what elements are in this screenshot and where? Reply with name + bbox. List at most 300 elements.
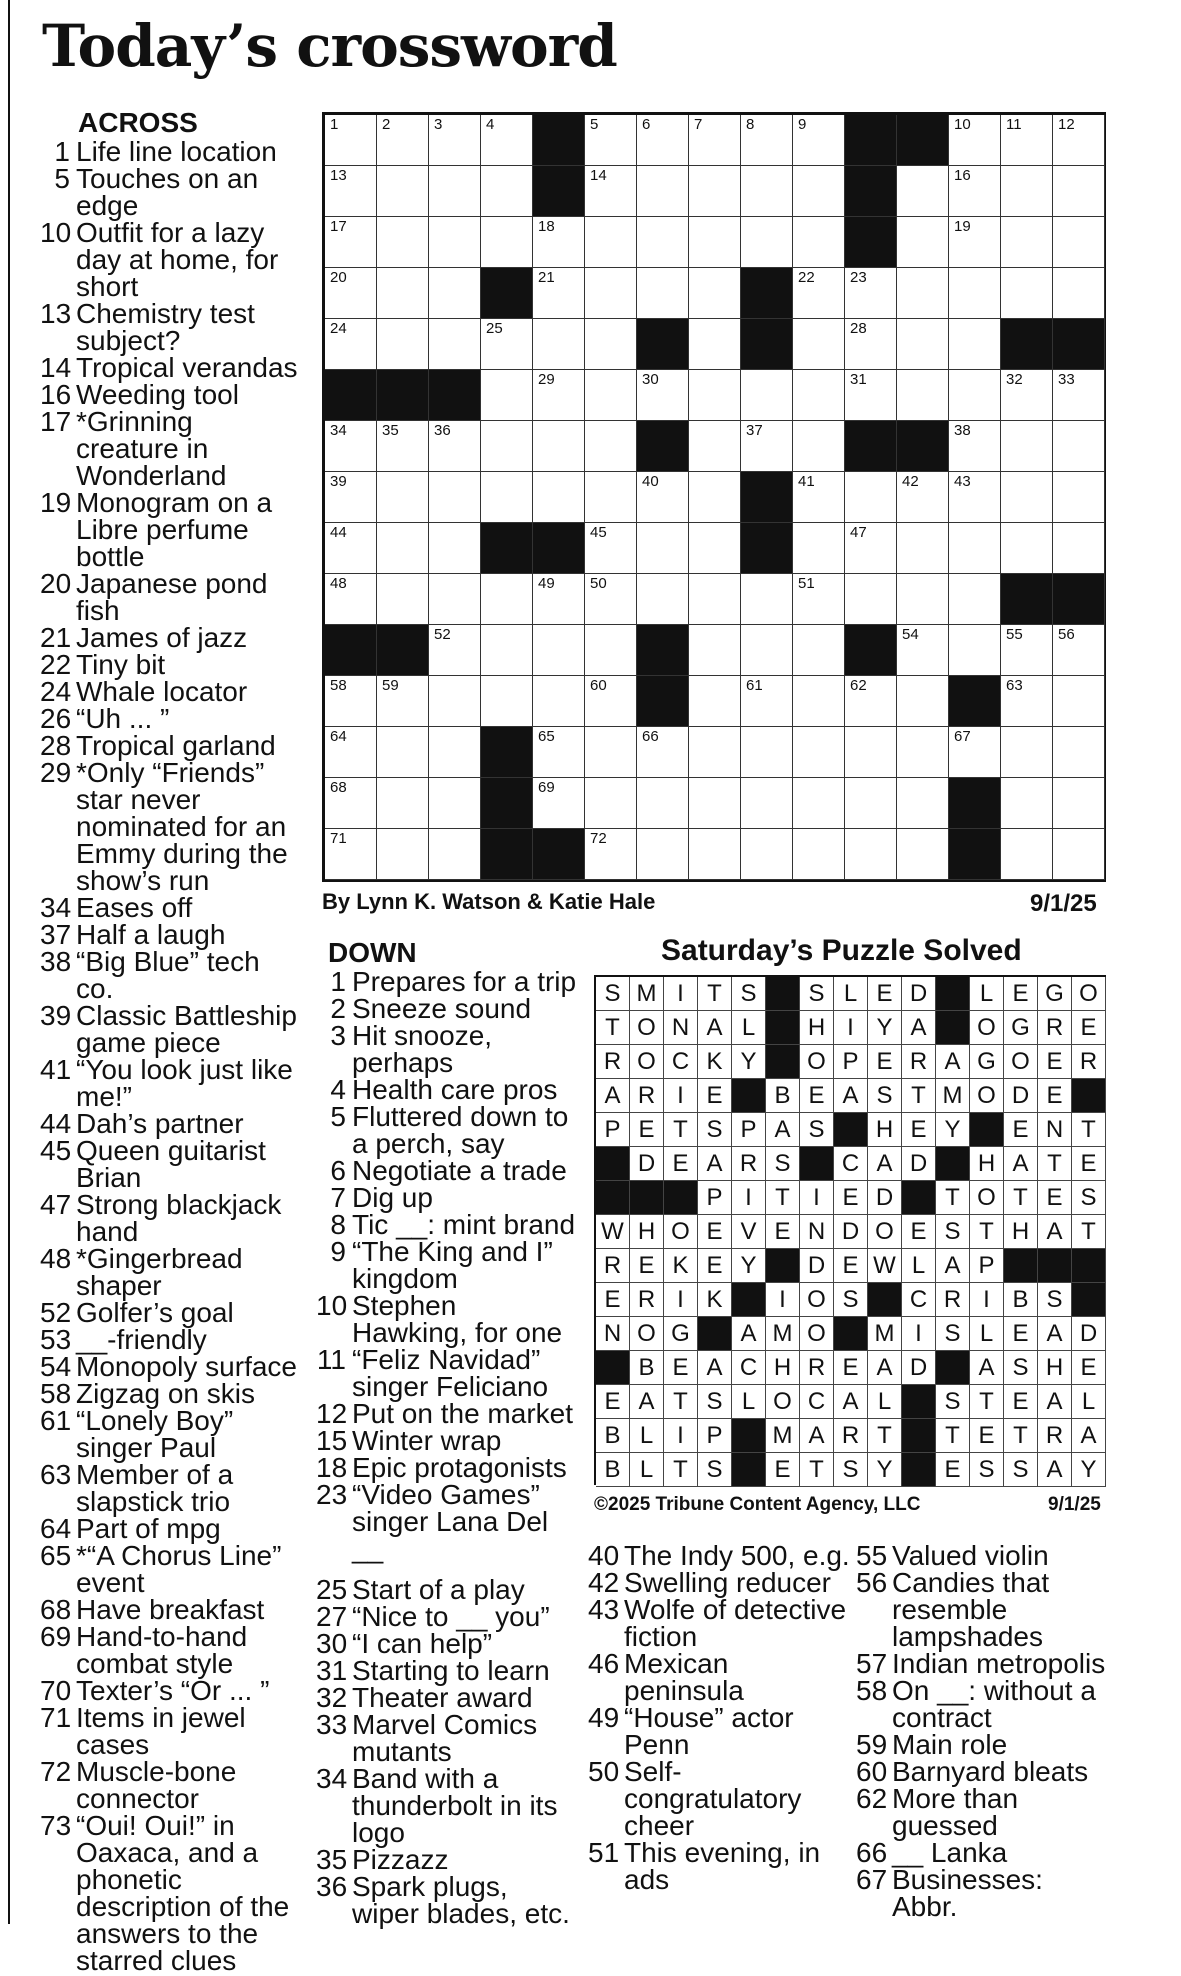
grid-cell[interactable] xyxy=(949,166,1001,217)
grid-cell[interactable] xyxy=(845,472,897,523)
solved-cell: S xyxy=(698,1453,732,1487)
clue-text: Start of a play xyxy=(352,1574,525,1605)
grid-cell[interactable] xyxy=(1001,778,1053,829)
grid-cell[interactable] xyxy=(793,523,845,574)
solved-cell: M xyxy=(766,1419,800,1453)
grid-cell[interactable] xyxy=(1053,676,1105,727)
clue-text: Businesses: Abbr. xyxy=(892,1864,1043,1922)
grid-cell[interactable] xyxy=(689,115,741,166)
grid-cell[interactable] xyxy=(1053,523,1105,574)
grid-cell[interactable] xyxy=(793,574,845,625)
solved-cell: E xyxy=(1004,1385,1038,1419)
solved-cell: E xyxy=(834,1249,868,1283)
grid-cell[interactable] xyxy=(585,574,637,625)
grid-cell[interactable] xyxy=(377,523,429,574)
grid-cell[interactable] xyxy=(1001,115,1053,166)
clue-down-col3-55 xyxy=(856,1542,1106,1569)
grid-cell[interactable] xyxy=(793,268,845,319)
grid-cell[interactable] xyxy=(637,574,689,625)
grid-cell[interactable] xyxy=(1053,217,1105,268)
clue-down-col3-60 xyxy=(856,1758,1106,1785)
clue-across-19 xyxy=(40,489,302,570)
clue-text: This evening, in ads xyxy=(624,1837,821,1895)
grid-cell[interactable] xyxy=(429,778,481,829)
grid-cell[interactable] xyxy=(689,421,741,472)
grid-cell[interactable] xyxy=(429,829,481,880)
clue-number: 33 xyxy=(316,1709,348,1740)
grid-cell[interactable] xyxy=(949,319,1001,370)
solved-block xyxy=(936,1011,970,1045)
grid-cell[interactable] xyxy=(533,370,585,421)
clue-number: 52 xyxy=(40,1297,72,1328)
solved-cell: L xyxy=(732,1011,766,1045)
grid-cell[interactable] xyxy=(585,472,637,523)
grid-cell[interactable] xyxy=(377,778,429,829)
grid-cell[interactable] xyxy=(533,268,585,319)
grid-cell[interactable] xyxy=(481,166,533,217)
grid-cell[interactable] xyxy=(481,676,533,727)
grid-cell[interactable] xyxy=(585,319,637,370)
clue-text: Starting to learn xyxy=(352,1655,550,1686)
clue-across-70 xyxy=(40,1677,302,1704)
solved-cell: A xyxy=(936,1045,970,1079)
grid-cell[interactable] xyxy=(1001,217,1053,268)
grid-cell[interactable] xyxy=(585,778,637,829)
grid-cell[interactable] xyxy=(793,319,845,370)
grid-cell[interactable] xyxy=(689,727,741,778)
clue-down-col1-4 xyxy=(316,1076,578,1103)
grid-cell[interactable] xyxy=(1053,727,1105,778)
grid-cell[interactable] xyxy=(429,574,481,625)
grid-cell[interactable] xyxy=(533,319,585,370)
clue-text: Muscle-bone connector xyxy=(76,1756,237,1814)
across-clues xyxy=(40,107,302,1974)
clue-number: 1 xyxy=(330,966,346,997)
grid-cell[interactable] xyxy=(897,676,949,727)
solved-cell: M xyxy=(630,977,664,1011)
grid-cell[interactable] xyxy=(637,268,689,319)
clue-down-col1-18 xyxy=(316,1454,578,1481)
clue-number: 13 xyxy=(40,298,72,329)
grid-block xyxy=(1001,574,1053,625)
grid-cell[interactable] xyxy=(429,523,481,574)
grid-cell[interactable] xyxy=(689,625,741,676)
grid-cell[interactable] xyxy=(585,217,637,268)
grid-cell[interactable] xyxy=(897,268,949,319)
grid-cell[interactable] xyxy=(949,625,1001,676)
grid-cell[interactable] xyxy=(897,370,949,421)
grid-cell[interactable] xyxy=(429,166,481,217)
grid-cell[interactable] xyxy=(377,676,429,727)
solved-cell: W xyxy=(868,1249,902,1283)
clue-number: 36 xyxy=(316,1871,348,1902)
grid-cell[interactable] xyxy=(949,421,1001,472)
grid-cell[interactable] xyxy=(429,217,481,268)
clue-text: Life line location xyxy=(76,136,277,167)
grid-cell[interactable] xyxy=(845,778,897,829)
grid-cell[interactable] xyxy=(429,727,481,778)
grid-cell[interactable] xyxy=(793,778,845,829)
cell-number: 63 xyxy=(1006,677,1023,694)
clue-number: 43 xyxy=(588,1594,620,1625)
grid-cell[interactable] xyxy=(481,625,533,676)
grid-cell[interactable] xyxy=(689,217,741,268)
grid-cell[interactable] xyxy=(741,574,793,625)
cell-number: 9 xyxy=(798,116,807,133)
grid-cell[interactable] xyxy=(689,268,741,319)
clue-across-5 xyxy=(40,165,302,219)
grid-cell[interactable] xyxy=(585,421,637,472)
solved-block xyxy=(732,1079,766,1113)
grid-cell[interactable] xyxy=(793,829,845,880)
grid-cell[interactable] xyxy=(533,676,585,727)
grid-cell[interactable] xyxy=(845,676,897,727)
grid-cell[interactable] xyxy=(585,115,637,166)
solved-title: Saturday’s Puzzle Solved xyxy=(661,934,1022,967)
grid-cell[interactable] xyxy=(325,217,377,268)
grid-cell[interactable] xyxy=(585,268,637,319)
grid-cell[interactable] xyxy=(481,217,533,268)
grid-cell[interactable] xyxy=(897,217,949,268)
solved-block xyxy=(1072,1079,1106,1113)
grid-cell[interactable] xyxy=(481,370,533,421)
grid-cell[interactable] xyxy=(325,829,377,880)
grid-cell[interactable] xyxy=(949,268,1001,319)
grid-cell[interactable] xyxy=(637,778,689,829)
clue-across-61 xyxy=(40,1407,302,1461)
cell-number: 68 xyxy=(330,779,347,796)
grid-cell[interactable] xyxy=(741,625,793,676)
grid-cell[interactable] xyxy=(637,829,689,880)
grid-cell[interactable] xyxy=(793,115,845,166)
grid-cell[interactable] xyxy=(1053,778,1105,829)
cell-number: 55 xyxy=(1006,626,1023,643)
grid-cell[interactable] xyxy=(793,727,845,778)
clue-number: 10 xyxy=(40,217,72,248)
grid-cell[interactable] xyxy=(377,421,429,472)
grid-block xyxy=(845,115,897,166)
grid-cell[interactable] xyxy=(741,778,793,829)
grid-block xyxy=(845,217,897,268)
grid-cell[interactable] xyxy=(949,217,1001,268)
grid-cell[interactable] xyxy=(793,166,845,217)
grid-cell[interactable] xyxy=(325,472,377,523)
grid-cell[interactable] xyxy=(533,472,585,523)
grid-cell[interactable] xyxy=(689,472,741,523)
grid-cell[interactable] xyxy=(741,166,793,217)
grid-cell[interactable] xyxy=(325,727,377,778)
cell-number: 19 xyxy=(954,218,971,235)
clue-across-29 xyxy=(40,759,302,894)
grid-cell[interactable] xyxy=(689,523,741,574)
solved-cell: O xyxy=(970,1181,1004,1215)
grid-cell[interactable] xyxy=(533,421,585,472)
solved-cell: I xyxy=(664,1419,698,1453)
clue-across-37 xyxy=(40,921,302,948)
cell-number: 50 xyxy=(590,575,607,592)
clue-number: 60 xyxy=(856,1756,888,1787)
grid-cell[interactable] xyxy=(741,217,793,268)
cell-number: 14 xyxy=(590,167,607,184)
grid-cell[interactable] xyxy=(377,217,429,268)
grid-cell[interactable] xyxy=(585,370,637,421)
solved-cell: O xyxy=(1072,977,1106,1011)
solved-cell: R xyxy=(902,1045,936,1079)
grid-cell[interactable] xyxy=(533,727,585,778)
grid-cell[interactable] xyxy=(949,727,1001,778)
grid-cell[interactable] xyxy=(1001,370,1053,421)
grid-cell[interactable] xyxy=(637,115,689,166)
grid-cell[interactable] xyxy=(897,625,949,676)
grid-cell[interactable] xyxy=(377,319,429,370)
solved-cell: A xyxy=(1038,1453,1072,1487)
cell-number: 35 xyxy=(382,422,399,439)
grid-cell[interactable] xyxy=(325,421,377,472)
clue-text: Swelling reducer xyxy=(624,1567,831,1598)
grid-cell[interactable] xyxy=(377,166,429,217)
grid-cell[interactable] xyxy=(741,829,793,880)
clue-down-col1-33 xyxy=(316,1711,578,1765)
solved-cell: C xyxy=(902,1283,936,1317)
grid-cell[interactable] xyxy=(1053,625,1105,676)
grid-cell[interactable] xyxy=(897,727,949,778)
grid-cell[interactable] xyxy=(793,472,845,523)
grid-block xyxy=(377,625,429,676)
grid-cell[interactable] xyxy=(481,472,533,523)
grid-cell[interactable] xyxy=(325,319,377,370)
grid-cell[interactable] xyxy=(741,421,793,472)
grid-cell[interactable] xyxy=(741,115,793,166)
grid-cell[interactable] xyxy=(533,574,585,625)
grid-cell[interactable] xyxy=(1053,166,1105,217)
grid-cell[interactable] xyxy=(585,166,637,217)
solved-cell: T xyxy=(1004,1181,1038,1215)
grid-cell[interactable] xyxy=(429,115,481,166)
grid-cell[interactable] xyxy=(429,421,481,472)
clue-number: 55 xyxy=(856,1540,888,1571)
grid-cell[interactable] xyxy=(637,523,689,574)
grid-cell[interactable] xyxy=(637,472,689,523)
grid-cell[interactable] xyxy=(949,574,1001,625)
cell-number: 28 xyxy=(850,320,867,337)
grid-cell[interactable] xyxy=(897,166,949,217)
grid-cell[interactable] xyxy=(325,778,377,829)
grid-cell[interactable] xyxy=(533,625,585,676)
grid-block xyxy=(325,370,377,421)
solved-cell: H xyxy=(970,1147,1004,1181)
clue-text: “You look just like me!” xyxy=(76,1054,293,1112)
clue-across-65 xyxy=(40,1542,302,1596)
grid-cell[interactable] xyxy=(1053,472,1105,523)
grid-cell[interactable] xyxy=(949,523,1001,574)
solved-cell: O xyxy=(970,1079,1004,1113)
solved-cell: O xyxy=(766,1385,800,1419)
solved-cell: A xyxy=(1004,1147,1038,1181)
clue-across-69 xyxy=(40,1623,302,1677)
clue-across-17 xyxy=(40,408,302,489)
solved-cell: R xyxy=(1038,1011,1072,1045)
grid-cell[interactable] xyxy=(585,625,637,676)
grid-cell[interactable] xyxy=(325,523,377,574)
grid-cell[interactable] xyxy=(845,727,897,778)
grid-cell[interactable] xyxy=(845,370,897,421)
cell-number: 24 xyxy=(330,320,347,337)
grid-cell[interactable] xyxy=(793,217,845,268)
cell-number: 12 xyxy=(1058,116,1075,133)
grid-cell[interactable] xyxy=(481,319,533,370)
grid-cell[interactable] xyxy=(585,523,637,574)
solved-cell: L xyxy=(834,977,868,1011)
solved-cell: E xyxy=(1072,1351,1106,1385)
grid-cell[interactable] xyxy=(1053,370,1105,421)
grid-cell[interactable] xyxy=(429,268,481,319)
solved-cell: E xyxy=(664,1147,698,1181)
grid-cell[interactable] xyxy=(741,370,793,421)
grid-cell[interactable] xyxy=(845,574,897,625)
grid-cell[interactable] xyxy=(1053,115,1105,166)
grid-cell[interactable] xyxy=(325,268,377,319)
clue-down-col1-27 xyxy=(316,1603,578,1630)
solved-cell: E xyxy=(868,1045,902,1079)
clue-number: 58 xyxy=(856,1675,888,1706)
grid-cell[interactable] xyxy=(429,625,481,676)
grid-cell[interactable] xyxy=(1001,472,1053,523)
cell-number: 62 xyxy=(850,677,867,694)
solved-block xyxy=(732,1283,766,1317)
grid-cell[interactable] xyxy=(377,115,429,166)
solved-cell: D xyxy=(630,1147,664,1181)
grid-cell[interactable] xyxy=(533,778,585,829)
grid-cell[interactable] xyxy=(689,778,741,829)
grid-block xyxy=(897,421,949,472)
grid-cell[interactable] xyxy=(897,472,949,523)
grid-cell[interactable] xyxy=(1001,421,1053,472)
cell-number: 39 xyxy=(330,473,347,490)
clue-text: More than guessed xyxy=(892,1783,1019,1841)
solved-cell: E xyxy=(630,1249,664,1283)
left-rule xyxy=(8,0,10,1924)
solved-cell: A xyxy=(800,1419,834,1453)
solved-block xyxy=(664,1181,698,1215)
grid-cell[interactable] xyxy=(897,319,949,370)
grid-cell[interactable] xyxy=(637,217,689,268)
grid-cell[interactable] xyxy=(377,727,429,778)
grid-cell[interactable] xyxy=(793,421,845,472)
solved-cell: B xyxy=(596,1419,630,1453)
grid-cell[interactable] xyxy=(585,727,637,778)
grid-cell[interactable] xyxy=(793,370,845,421)
grid-cell[interactable] xyxy=(1001,625,1053,676)
grid-cell[interactable] xyxy=(793,676,845,727)
clue-number: 12 xyxy=(316,1398,348,1429)
grid-cell[interactable] xyxy=(689,676,741,727)
clue-number: 42 xyxy=(588,1567,620,1598)
grid-cell[interactable] xyxy=(377,574,429,625)
grid-cell[interactable] xyxy=(689,319,741,370)
grid-cell[interactable] xyxy=(689,370,741,421)
clue-text: Pizzazz xyxy=(352,1844,449,1875)
grid-cell[interactable] xyxy=(533,217,585,268)
grid-cell[interactable] xyxy=(949,472,1001,523)
grid-cell[interactable] xyxy=(637,166,689,217)
solved-cell: A xyxy=(868,1147,902,1181)
grid-cell[interactable] xyxy=(741,727,793,778)
grid-cell[interactable] xyxy=(325,115,377,166)
grid-cell[interactable] xyxy=(689,166,741,217)
grid-cell[interactable] xyxy=(325,166,377,217)
grid-cell[interactable] xyxy=(429,472,481,523)
grid-cell[interactable] xyxy=(1001,676,1053,727)
clue-number: 38 xyxy=(40,946,72,977)
cell-number: 13 xyxy=(330,167,347,184)
grid-cell[interactable] xyxy=(845,523,897,574)
grid-cell[interactable] xyxy=(1001,523,1053,574)
grid-cell[interactable] xyxy=(1053,829,1105,880)
grid-cell[interactable] xyxy=(585,829,637,880)
down-clues xyxy=(316,937,578,1927)
clue-down-col1-12 xyxy=(316,1400,578,1427)
clue-text: Touches on an edge xyxy=(76,163,259,221)
cell-number: 66 xyxy=(642,728,659,745)
clue-down-col1-23 xyxy=(316,1481,578,1562)
grid-cell[interactable] xyxy=(481,574,533,625)
grid-cell[interactable] xyxy=(897,778,949,829)
clue-down-col2-42 xyxy=(588,1569,853,1596)
solved-block xyxy=(766,977,800,1011)
grid-cell[interactable] xyxy=(481,421,533,472)
grid-cell[interactable] xyxy=(325,676,377,727)
grid-cell[interactable] xyxy=(1053,421,1105,472)
grid-cell[interactable] xyxy=(845,829,897,880)
grid-cell[interactable] xyxy=(1001,727,1053,778)
grid-cell[interactable] xyxy=(637,727,689,778)
grid-cell[interactable] xyxy=(1001,166,1053,217)
grid-cell[interactable] xyxy=(845,268,897,319)
grid-cell[interactable] xyxy=(949,115,1001,166)
clue-number: 37 xyxy=(40,919,72,950)
grid-cell[interactable] xyxy=(1053,268,1105,319)
grid-cell[interactable] xyxy=(377,829,429,880)
solved-grid xyxy=(594,975,1106,1485)
grid-cell[interactable] xyxy=(377,268,429,319)
grid-cell[interactable] xyxy=(429,676,481,727)
grid-cell[interactable] xyxy=(689,574,741,625)
grid-cell[interactable] xyxy=(1001,268,1053,319)
cell-number: 69 xyxy=(538,779,555,796)
grid-cell[interactable] xyxy=(949,370,1001,421)
grid-cell[interactable] xyxy=(897,523,949,574)
clue-text: Fluttered down to a perch, say xyxy=(352,1101,569,1159)
solved-cell: L xyxy=(1072,1385,1106,1419)
clue-text: Negotiate a trade xyxy=(352,1155,567,1186)
grid-cell[interactable] xyxy=(325,574,377,625)
grid-cell[interactable] xyxy=(741,676,793,727)
solved-cell: P xyxy=(596,1113,630,1147)
grid-cell[interactable] xyxy=(689,829,741,880)
clue-down-col3-56 xyxy=(856,1569,1106,1650)
grid-cell[interactable] xyxy=(793,625,845,676)
clue-text: Eases off xyxy=(76,892,193,923)
grid-cell[interactable] xyxy=(585,676,637,727)
grid-cell[interactable] xyxy=(1001,829,1053,880)
grid-cell[interactable] xyxy=(429,319,481,370)
grid-cell[interactable] xyxy=(377,472,429,523)
grid-cell[interactable] xyxy=(481,115,533,166)
grid-cell[interactable] xyxy=(897,829,949,880)
grid-cell[interactable] xyxy=(637,370,689,421)
grid-cell[interactable] xyxy=(845,319,897,370)
grid-cell[interactable] xyxy=(897,574,949,625)
